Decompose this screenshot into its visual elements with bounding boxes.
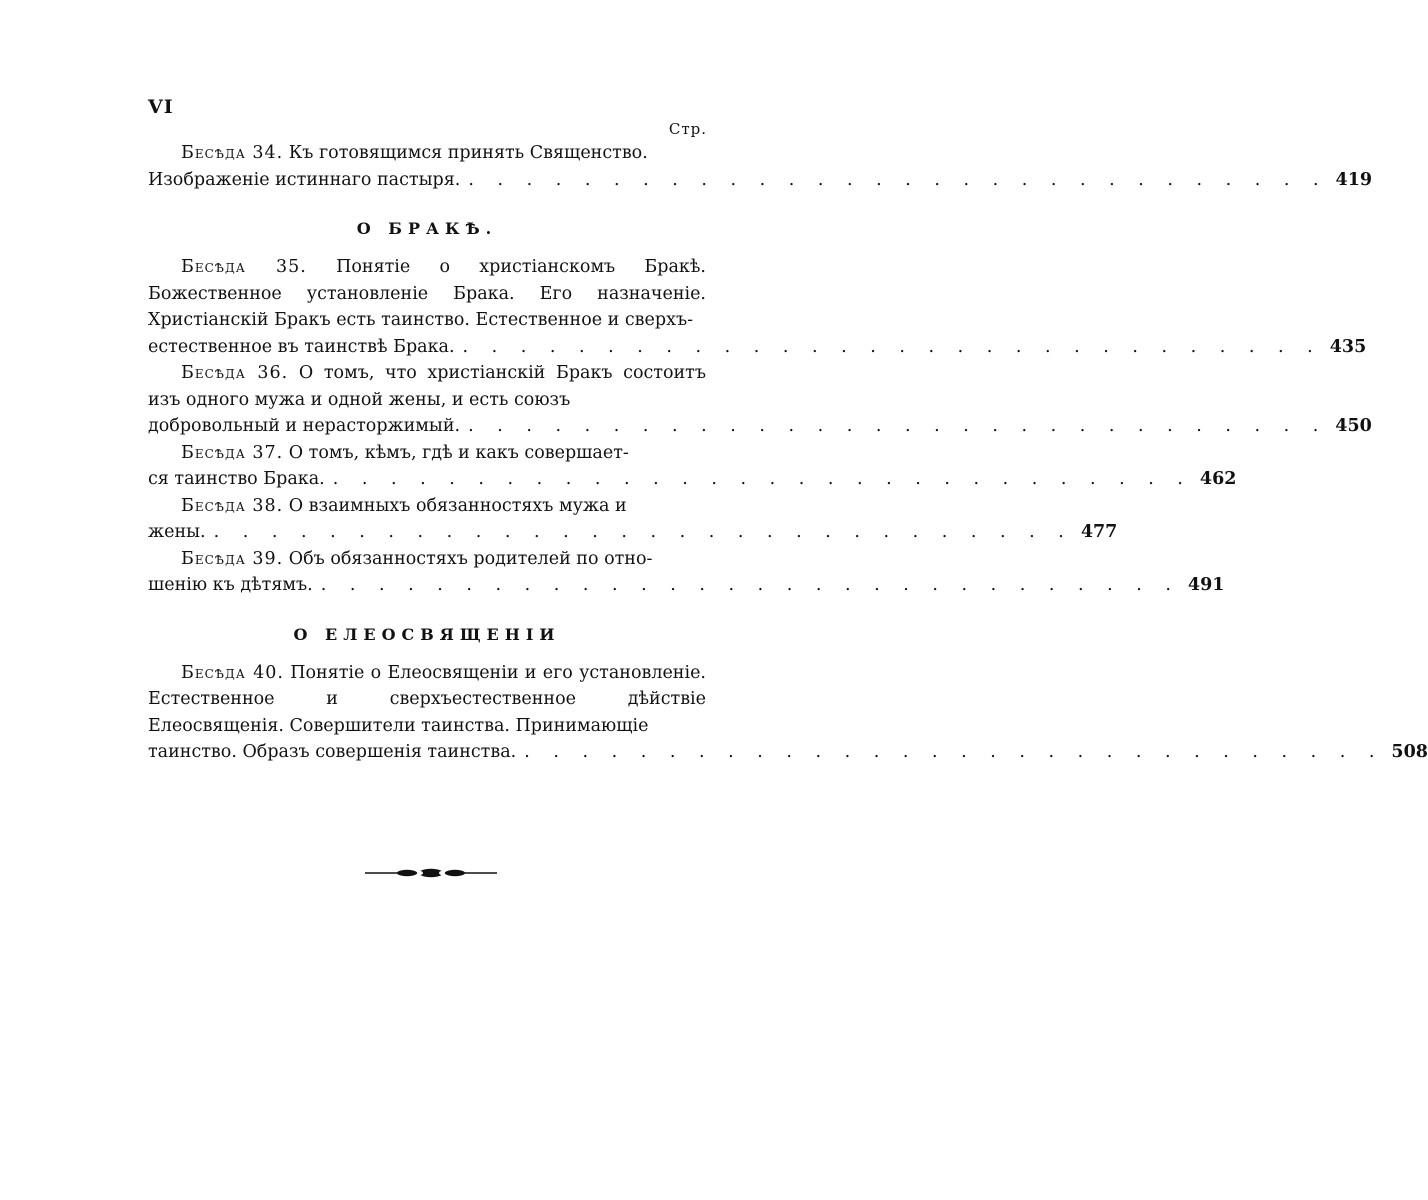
entry-last-line [148, 572, 1225, 599]
entry-tail: естественное въ таинствѣ Брака. [148, 336, 455, 357]
entry-body: О томъ, что христіанскій Бракъ состоитъ изъ одного мужа и одной жены, и есть союзъ [148, 363, 706, 410]
page-ref: 450 [1335, 416, 1372, 436]
entry-lead: Бесѣда 34. [181, 143, 284, 163]
dot-leader: . . . . . . . . . . . . . . . . . . . . . . . . . . . . . . [462, 336, 1322, 357]
entry-last-line [148, 519, 1118, 546]
dot-leader: . . . . . . . . . . . . . . . . . . . . . . . . . . . . . . [468, 416, 1328, 436]
dot-leader: . . . . . . . . . . . . . . . . . . . . . . . . . . . . . . [213, 522, 1073, 542]
decorative-rule-icon [365, 866, 497, 880]
toc-entry-37 [148, 440, 1237, 493]
page-number: VI [148, 96, 174, 118]
toc-entry-35 [148, 254, 1367, 360]
entry-body: Понятіе о Елеосвященіи и его установленіе. Естественное и сверхъестественное дѣйствіе Елеосвященія. Совершители таинства. Принимающіе [148, 662, 706, 736]
table-of-contents [148, 140, 1428, 766]
entry-tail: Изображеніе истиннаго пастыря. [148, 169, 461, 190]
page-ref: 435 [1329, 336, 1367, 357]
toc-entry-36 [148, 360, 1372, 440]
entry-last-line [148, 466, 1237, 493]
page-ref: 508 [1391, 742, 1428, 762]
page-ref: 477 [1080, 522, 1118, 542]
page-ref: 419 [1335, 169, 1373, 190]
entry-last-line [148, 739, 1428, 766]
toc-entry-38 [148, 493, 1118, 546]
entry-body: О взаимныхъ обязанностяхъ мужа и [288, 495, 627, 516]
entry-tail: жены. [148, 522, 206, 542]
entry-last-line [148, 167, 1373, 194]
entry-body: О томъ, кѣмъ, гдѣ и какъ совершает- [288, 442, 629, 463]
entry-body: Объ обязанностяхъ родителей по отно- [288, 548, 653, 569]
entry-lead: Бесѣда 39. [181, 548, 284, 569]
entry-last-line [148, 413, 1372, 440]
page-ref: 491 [1187, 575, 1225, 595]
entry-tail: шенію къ дѣтямъ. [148, 575, 313, 595]
dot-leader: . . . . . . . . . . . . . . . . . . . . . . . . . . . . . . [468, 169, 1328, 190]
toc-entry-34 [148, 140, 1373, 193]
entry-last-line [148, 334, 1367, 361]
entry-lead: Бесѣда 36. [181, 363, 289, 383]
page-column-label: Стр. [668, 120, 707, 138]
dot-leader: . . . . . . . . . . . . . . . . . . . . . . . . . . . . . . [320, 575, 1180, 595]
dot-leader: . . . . . . . . . . . . . . . . . . . . . . . . . . . . . . [524, 742, 1384, 762]
page-ref: 462 [1199, 469, 1237, 489]
section-heading-marriage: О БРАКѢ. [356, 219, 498, 238]
section-heading-unction: О ЕЛЕОСВЯЩЕНІИ [293, 624, 561, 644]
entry-lead: Бесѣда 37. [181, 442, 284, 463]
entry-body: Къ готовящимся принять Священство. [288, 143, 648, 163]
entry-lead: Бесѣда 38. [181, 495, 284, 516]
toc-entry-39 [148, 546, 1225, 599]
entry-tail: добровольный и нерасторжимый. [148, 416, 461, 436]
entry-lead: Бесѣда 35. [181, 257, 307, 277]
entry-tail: ся таинство Брака. [148, 469, 325, 489]
dot-leader: . . . . . . . . . . . . . . . . . . . . . . . . . . . . . . [332, 469, 1192, 489]
entry-tail: таинство. Образъ совершенія таинства. [148, 742, 517, 762]
entry-body: Понятіе о христіанскомъ Бракѣ. Божественное установленіе Брака. Его назначеніе. Христіанскій Бракъ есть таинство. Естественное и сверхъ- [148, 257, 706, 330]
toc-entry-40 [148, 660, 1428, 766]
entry-lead: Бесѣда 40. [181, 662, 284, 683]
